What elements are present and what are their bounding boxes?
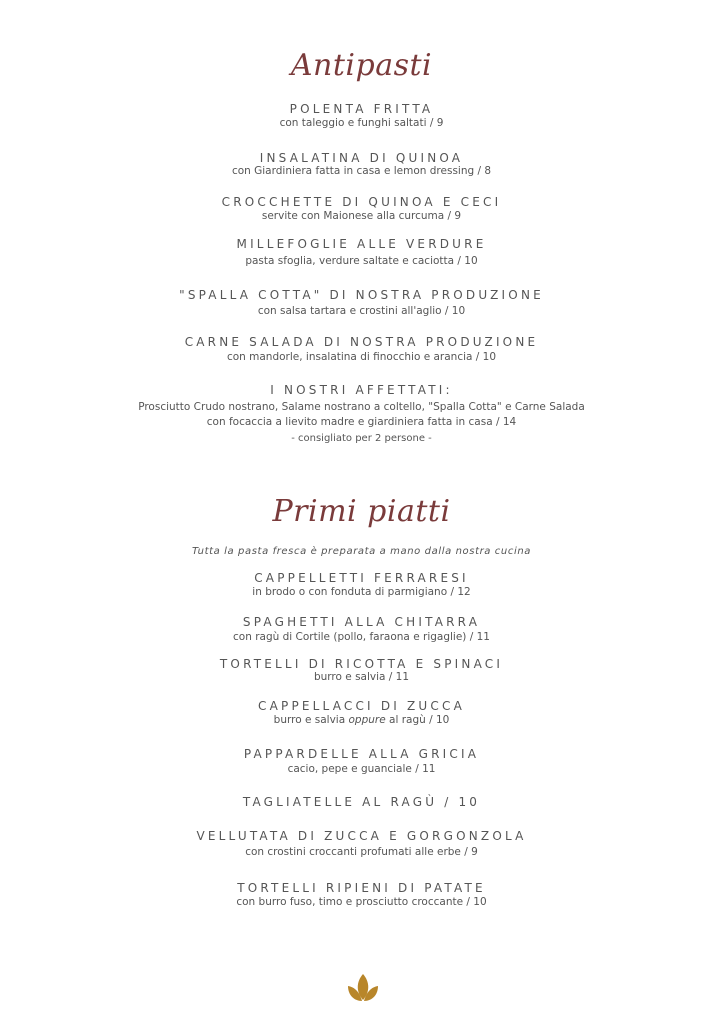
dish-name: CARNE SALADA DI NOSTRA PRODUZIONE [184,335,539,349]
dish-description [0,714,723,726]
dish-description: con taleggio e funghi saltati / 9 [279,117,444,129]
dish-description-part: burro e salvia [273,714,349,726]
dish-name: "SPALLA COTTA" DI NOSTRA PRODUZIONE [179,288,544,302]
dish-description: servite con Maionese alla curcuma / 9 [261,210,462,222]
dish-description-part: al ragù / 10 [385,714,450,726]
dish-description: burro e salvia / 11 [313,671,410,683]
dish-name: TORTELLI RIPIENI DI PATATE [237,881,486,895]
dish-name: CAPPELLACCI DI ZUCCA [258,699,465,713]
primi-intro: Tutta la pasta fresca è preparata a mano dalla nostra cucina [191,546,531,557]
dish-name: SPAGHETTI ALLA CHITARRA [242,615,481,629]
dish-name: TAGLIATELLE AL RAGÙ / 10 [242,795,481,809]
dish-description: con mandorle, insalatina di finocchio e arancia / 10 [226,351,497,363]
dish-note: - consigliato per 2 persone - [291,433,432,444]
antipasti-title: Antipasti [290,48,433,83]
dish-description: con focaccia a lievito madre e giardiniera fatta in casa / 14 [206,416,517,428]
dish-name: I NOSTRI AFFETTATI: [270,383,453,397]
dish-description: con Giardiniera fatta in casa e lemon dressing / 8 [231,165,492,177]
dish-description: pasta sfoglia, verdure saltate e caciotta / 10 [245,255,478,267]
lotus-icon [345,972,381,1006]
dish-name: INSALATINA DI QUINOA [259,151,464,165]
dish-description: Prosciutto Crudo nostrano, Salame nostrano a coltello, "Spalla Cotta" e Carne Salada [138,401,585,413]
dish-description-alternative: oppure [348,714,386,726]
dish-description: con salsa tartara e crostini all'aglio / 10 [257,305,466,317]
dish-description: cacio, pepe e guanciale / 11 [287,763,436,775]
dish-name: PAPPARDELLE ALLA GRICIA [243,747,480,761]
dish-name: CAPPELLETTI FERRARESI [254,571,469,585]
dish-name: MILLEFOGLIE ALLE VERDURE [236,237,487,251]
dish-description: in brodo o con fonduta di parmigiano / 12 [252,586,471,598]
dish-description: con burro fuso, timo e prosciutto croccante / 10 [236,896,487,908]
dish-name: TORTELLI DI RICOTTA E SPINACI [219,657,504,671]
dish-description: con ragù di Cortile (pollo, faraona e rigaglie) / 11 [233,631,490,643]
dish-name: VELLUTATA DI ZUCCA E GORGONZOLA [196,829,527,843]
dish-name: CROCCHETTE DI QUINOA E CECI [221,195,502,209]
dish-name: POLENTA FRITTA [289,102,434,116]
dish-description: con crostini croccanti profumati alle erbe / 9 [245,846,478,858]
primi-title: Primi piatti [272,494,451,529]
